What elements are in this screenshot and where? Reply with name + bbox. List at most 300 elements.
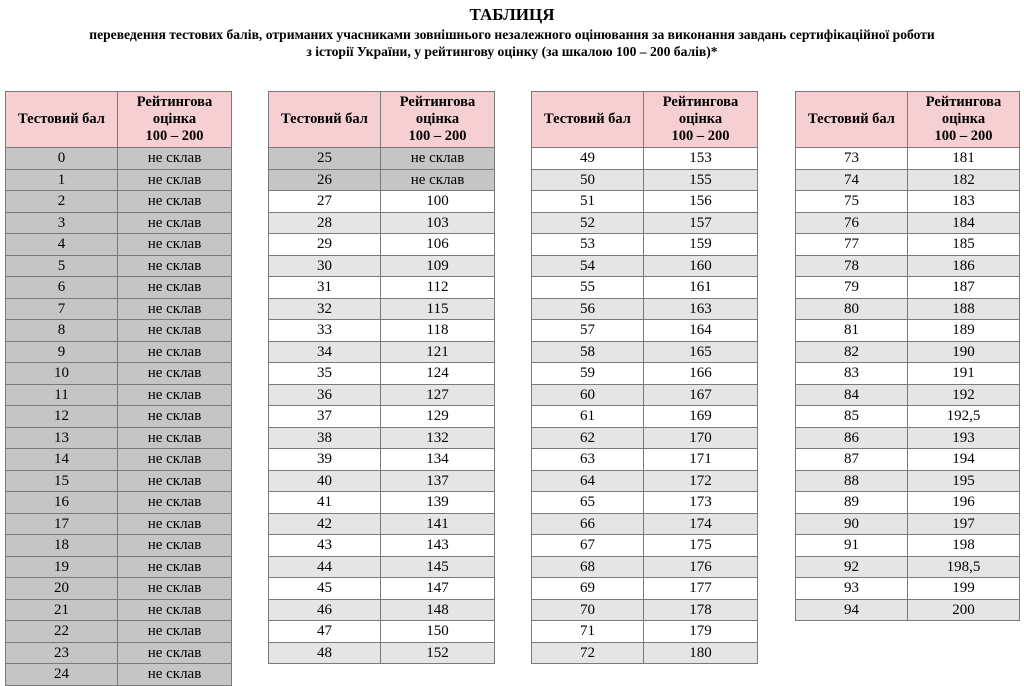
conversion-table-2 bbox=[268, 91, 495, 664]
rating-cell: не склав bbox=[118, 169, 232, 191]
rating-cell: 169 bbox=[644, 406, 758, 428]
test-score-cell: 59 bbox=[532, 363, 644, 385]
table-row bbox=[796, 363, 1020, 385]
rating-cell: 195 bbox=[908, 470, 1020, 492]
test-score-cell: 55 bbox=[532, 277, 644, 299]
test-score-cell: 87 bbox=[796, 449, 908, 471]
test-score-cell: 51 bbox=[532, 191, 644, 213]
test-score-cell: 48 bbox=[269, 642, 381, 664]
rating-cell: 127 bbox=[381, 384, 495, 406]
rating-cell: 165 bbox=[644, 341, 758, 363]
rating-cell: 175 bbox=[644, 535, 758, 557]
test-score-cell: 29 bbox=[269, 234, 381, 256]
test-score-cell: 89 bbox=[796, 492, 908, 514]
rating-cell: 166 bbox=[644, 363, 758, 385]
rating-cell: 191 bbox=[908, 363, 1020, 385]
test-score-cell: 90 bbox=[796, 513, 908, 535]
table-row bbox=[532, 513, 758, 535]
table-row bbox=[269, 642, 495, 664]
rating-cell: 194 bbox=[908, 449, 1020, 471]
rating-cell: не склав bbox=[118, 449, 232, 471]
rating-cell: 192,5 bbox=[908, 406, 1020, 428]
rating-cell: 171 bbox=[644, 449, 758, 471]
test-score-cell: 11 bbox=[6, 384, 118, 406]
test-score-cell: 60 bbox=[532, 384, 644, 406]
rating-cell: 157 bbox=[644, 212, 758, 234]
rating-cell: 134 bbox=[381, 449, 495, 471]
table-row bbox=[532, 535, 758, 557]
table-row bbox=[532, 363, 758, 385]
test-score-cell: 65 bbox=[532, 492, 644, 514]
table-row bbox=[6, 427, 232, 449]
rating-cell: 112 bbox=[381, 277, 495, 299]
table-header-row bbox=[6, 92, 232, 148]
table-row bbox=[269, 449, 495, 471]
table-row bbox=[6, 148, 232, 170]
rating-cell: 192 bbox=[908, 384, 1020, 406]
test-score-cell: 14 bbox=[6, 449, 118, 471]
rating-cell: 199 bbox=[908, 578, 1020, 600]
rating-cell: 189 bbox=[908, 320, 1020, 342]
test-score-cell: 27 bbox=[269, 191, 381, 213]
rating-cell: 172 bbox=[644, 470, 758, 492]
table-row bbox=[269, 556, 495, 578]
rating-cell: 184 bbox=[908, 212, 1020, 234]
test-score-cell: 49 bbox=[532, 148, 644, 170]
test-score-cell: 44 bbox=[269, 556, 381, 578]
rating-cell: 141 bbox=[381, 513, 495, 535]
rating-cell: 193 bbox=[908, 427, 1020, 449]
test-score-cell: 63 bbox=[532, 449, 644, 471]
rating-cell: 106 bbox=[381, 234, 495, 256]
rating-cell: не склав bbox=[118, 492, 232, 514]
rating-cell: 196 bbox=[908, 492, 1020, 514]
rating-cell: 173 bbox=[644, 492, 758, 514]
rating-cell: 137 bbox=[381, 470, 495, 492]
table-row bbox=[796, 406, 1020, 428]
rating-cell: 155 bbox=[644, 169, 758, 191]
test-score-cell: 54 bbox=[532, 255, 644, 277]
rating-cell: 109 bbox=[381, 255, 495, 277]
rating-cell: не склав bbox=[381, 169, 495, 191]
test-score-cell: 75 bbox=[796, 191, 908, 213]
rating-cell: 164 bbox=[644, 320, 758, 342]
test-score-cell: 12 bbox=[6, 406, 118, 428]
rating-cell: не склав bbox=[118, 535, 232, 557]
test-score-cell: 24 bbox=[6, 664, 118, 686]
table-row bbox=[796, 384, 1020, 406]
table-header-row bbox=[532, 92, 758, 148]
table-row bbox=[532, 148, 758, 170]
rating-cell: 170 bbox=[644, 427, 758, 449]
table-row bbox=[6, 664, 232, 686]
test-score-cell: 28 bbox=[269, 212, 381, 234]
test-score-cell: 68 bbox=[532, 556, 644, 578]
test-score-cell: 23 bbox=[6, 642, 118, 664]
table-row bbox=[6, 298, 232, 320]
rating-cell: 180 bbox=[644, 642, 758, 664]
test-score-cell: 8 bbox=[6, 320, 118, 342]
table-row bbox=[6, 363, 232, 385]
rating-cell: 152 bbox=[381, 642, 495, 664]
rating-cell: не склав bbox=[118, 406, 232, 428]
table-row bbox=[269, 621, 495, 643]
table-row bbox=[532, 556, 758, 578]
table-row bbox=[6, 191, 232, 213]
table-row bbox=[796, 191, 1020, 213]
page-subtitle bbox=[0, 26, 1024, 60]
rating-cell: 198,5 bbox=[908, 556, 1020, 578]
table-row bbox=[269, 255, 495, 277]
table-row bbox=[6, 234, 232, 256]
rating-cell: не склав bbox=[381, 148, 495, 170]
header-rating: Рейтингова оцінка 100 – 200 bbox=[644, 92, 758, 148]
rating-cell: 118 bbox=[381, 320, 495, 342]
conversion-table-4 bbox=[795, 91, 1020, 621]
test-score-cell: 91 bbox=[796, 535, 908, 557]
test-score-cell: 84 bbox=[796, 384, 908, 406]
table-header-row bbox=[796, 92, 1020, 148]
rating-cell: не склав bbox=[118, 148, 232, 170]
header-test-score: Тестовий бал bbox=[796, 92, 908, 148]
rating-cell: не склав bbox=[118, 255, 232, 277]
test-score-cell: 4 bbox=[6, 234, 118, 256]
test-score-cell: 74 bbox=[796, 169, 908, 191]
rating-cell: не склав bbox=[118, 341, 232, 363]
rating-cell: 148 bbox=[381, 599, 495, 621]
table-row bbox=[6, 406, 232, 428]
table-row bbox=[532, 191, 758, 213]
test-score-cell: 82 bbox=[796, 341, 908, 363]
rating-cell: 150 bbox=[381, 621, 495, 643]
table-row bbox=[6, 341, 232, 363]
rating-cell: 186 bbox=[908, 255, 1020, 277]
table-row bbox=[6, 513, 232, 535]
test-score-cell: 86 bbox=[796, 427, 908, 449]
test-score-cell: 88 bbox=[796, 470, 908, 492]
rating-cell: не склав bbox=[118, 363, 232, 385]
table-row bbox=[6, 212, 232, 234]
rating-cell: 147 bbox=[381, 578, 495, 600]
test-score-cell: 40 bbox=[269, 470, 381, 492]
test-score-cell: 64 bbox=[532, 470, 644, 492]
table-row bbox=[269, 578, 495, 600]
test-score-cell: 77 bbox=[796, 234, 908, 256]
table-row bbox=[6, 277, 232, 299]
table-row bbox=[6, 599, 232, 621]
rating-cell: 181 bbox=[908, 148, 1020, 170]
test-score-cell: 16 bbox=[6, 492, 118, 514]
test-score-cell: 13 bbox=[6, 427, 118, 449]
test-score-cell: 37 bbox=[269, 406, 381, 428]
table-row bbox=[532, 492, 758, 514]
table-row bbox=[532, 298, 758, 320]
test-score-cell: 47 bbox=[269, 621, 381, 643]
test-score-cell: 72 bbox=[532, 642, 644, 664]
rating-cell: 174 bbox=[644, 513, 758, 535]
subtitle-line-2: з історії України, у рейтингову оцінку (за шкалою 100 – 200 балів)* bbox=[306, 44, 718, 59]
table-row bbox=[532, 621, 758, 643]
header-rating: Рейтингова оцінка 100 – 200 bbox=[118, 92, 232, 148]
rating-cell: 188 bbox=[908, 298, 1020, 320]
rating-cell: 197 bbox=[908, 513, 1020, 535]
table-row bbox=[269, 341, 495, 363]
table-row bbox=[796, 341, 1020, 363]
test-score-cell: 92 bbox=[796, 556, 908, 578]
test-score-cell: 69 bbox=[532, 578, 644, 600]
test-score-cell: 50 bbox=[532, 169, 644, 191]
table-row bbox=[796, 427, 1020, 449]
table-row bbox=[6, 255, 232, 277]
table-row bbox=[269, 277, 495, 299]
rating-cell: 177 bbox=[644, 578, 758, 600]
table-row bbox=[269, 148, 495, 170]
test-score-cell: 35 bbox=[269, 363, 381, 385]
table-row bbox=[532, 234, 758, 256]
test-score-cell: 94 bbox=[796, 599, 908, 621]
test-score-cell: 41 bbox=[269, 492, 381, 514]
test-score-cell: 79 bbox=[796, 277, 908, 299]
table-row bbox=[6, 169, 232, 191]
table-row bbox=[532, 449, 758, 471]
rating-cell: 132 bbox=[381, 427, 495, 449]
test-score-cell: 9 bbox=[6, 341, 118, 363]
table-row bbox=[269, 212, 495, 234]
test-score-cell: 2 bbox=[6, 191, 118, 213]
test-score-cell: 25 bbox=[269, 148, 381, 170]
subtitle-line-1: переведення тестових балів, отриманих учасниками зовнішнього незалежного оцінювання за виконання завдань сертифікаційної роботи bbox=[89, 27, 935, 42]
table-row bbox=[532, 642, 758, 664]
rating-cell: 145 bbox=[381, 556, 495, 578]
test-score-cell: 34 bbox=[269, 341, 381, 363]
rating-cell: не склав bbox=[118, 642, 232, 664]
table-row bbox=[6, 642, 232, 664]
table-row bbox=[796, 234, 1020, 256]
test-score-cell: 36 bbox=[269, 384, 381, 406]
test-score-cell: 1 bbox=[6, 169, 118, 191]
rating-cell: не склав bbox=[118, 621, 232, 643]
rating-cell: не склав bbox=[118, 191, 232, 213]
table-row bbox=[796, 492, 1020, 514]
page-title: ТАБЛИЦЯ bbox=[469, 5, 555, 24]
test-score-cell: 52 bbox=[532, 212, 644, 234]
rating-cell: 139 bbox=[381, 492, 495, 514]
table-row bbox=[269, 470, 495, 492]
test-score-cell: 80 bbox=[796, 298, 908, 320]
rating-cell: 129 bbox=[381, 406, 495, 428]
table-row bbox=[532, 341, 758, 363]
table-row bbox=[796, 298, 1020, 320]
table-row bbox=[269, 599, 495, 621]
table-row bbox=[269, 320, 495, 342]
test-score-cell: 6 bbox=[6, 277, 118, 299]
table-row bbox=[269, 169, 495, 191]
rating-cell: не склав bbox=[118, 212, 232, 234]
rating-cell: не склав bbox=[118, 470, 232, 492]
test-score-cell: 67 bbox=[532, 535, 644, 557]
rating-cell: 103 bbox=[381, 212, 495, 234]
table-row bbox=[269, 492, 495, 514]
test-score-cell: 22 bbox=[6, 621, 118, 643]
table-row bbox=[6, 535, 232, 557]
table-row bbox=[269, 513, 495, 535]
rating-cell: 182 bbox=[908, 169, 1020, 191]
rating-cell: 161 bbox=[644, 277, 758, 299]
test-score-cell: 73 bbox=[796, 148, 908, 170]
test-score-cell: 5 bbox=[6, 255, 118, 277]
rating-cell: 153 bbox=[644, 148, 758, 170]
test-score-cell: 42 bbox=[269, 513, 381, 535]
test-score-cell: 18 bbox=[6, 535, 118, 557]
rating-cell: не склав bbox=[118, 298, 232, 320]
table-row bbox=[6, 621, 232, 643]
table-row bbox=[269, 384, 495, 406]
rating-cell: 156 bbox=[644, 191, 758, 213]
rating-cell: 179 bbox=[644, 621, 758, 643]
test-score-cell: 30 bbox=[269, 255, 381, 277]
header-test-score: Тестовий бал bbox=[532, 92, 644, 148]
rating-cell: не склав bbox=[118, 664, 232, 686]
test-score-cell: 45 bbox=[269, 578, 381, 600]
rating-cell: не склав bbox=[118, 427, 232, 449]
test-score-cell: 71 bbox=[532, 621, 644, 643]
test-score-cell: 46 bbox=[269, 599, 381, 621]
table-row bbox=[532, 384, 758, 406]
rating-cell: не склав bbox=[118, 384, 232, 406]
test-score-cell: 17 bbox=[6, 513, 118, 535]
rating-cell: 198 bbox=[908, 535, 1020, 557]
test-score-cell: 20 bbox=[6, 578, 118, 600]
table-row bbox=[796, 599, 1020, 621]
test-score-cell: 38 bbox=[269, 427, 381, 449]
rating-cell: 190 bbox=[908, 341, 1020, 363]
test-score-cell: 53 bbox=[532, 234, 644, 256]
test-score-cell: 61 bbox=[532, 406, 644, 428]
test-score-cell: 26 bbox=[269, 169, 381, 191]
rating-cell: 187 bbox=[908, 277, 1020, 299]
table-row bbox=[6, 492, 232, 514]
rating-cell: не склав bbox=[118, 556, 232, 578]
rating-cell: 143 bbox=[381, 535, 495, 557]
table-row bbox=[532, 406, 758, 428]
test-score-cell: 56 bbox=[532, 298, 644, 320]
test-score-cell: 31 bbox=[269, 277, 381, 299]
table-row bbox=[532, 212, 758, 234]
test-score-cell: 10 bbox=[6, 363, 118, 385]
test-score-cell: 3 bbox=[6, 212, 118, 234]
rating-cell: не склав bbox=[118, 320, 232, 342]
test-score-cell: 62 bbox=[532, 427, 644, 449]
test-score-cell: 83 bbox=[796, 363, 908, 385]
rating-cell: 100 bbox=[381, 191, 495, 213]
rating-cell: 115 bbox=[381, 298, 495, 320]
table-row bbox=[532, 255, 758, 277]
rating-cell: 167 bbox=[644, 384, 758, 406]
rating-cell: 163 bbox=[644, 298, 758, 320]
rating-cell: не склав bbox=[118, 513, 232, 535]
table-row bbox=[796, 277, 1020, 299]
table-row bbox=[796, 535, 1020, 557]
table-row bbox=[6, 556, 232, 578]
test-score-cell: 93 bbox=[796, 578, 908, 600]
table-row bbox=[269, 427, 495, 449]
table-row bbox=[796, 513, 1020, 535]
rating-cell: не склав bbox=[118, 578, 232, 600]
test-score-cell: 81 bbox=[796, 320, 908, 342]
rating-cell: 185 bbox=[908, 234, 1020, 256]
table-row bbox=[796, 148, 1020, 170]
table-row bbox=[532, 427, 758, 449]
rating-cell: не склав bbox=[118, 599, 232, 621]
table-row bbox=[796, 578, 1020, 600]
test-score-cell: 66 bbox=[532, 513, 644, 535]
table-row bbox=[796, 212, 1020, 234]
rating-cell: не склав bbox=[118, 234, 232, 256]
rating-cell: 160 bbox=[644, 255, 758, 277]
rating-cell: 159 bbox=[644, 234, 758, 256]
rating-cell: 178 bbox=[644, 599, 758, 621]
table-row bbox=[269, 363, 495, 385]
test-score-cell: 21 bbox=[6, 599, 118, 621]
table-row bbox=[269, 298, 495, 320]
table-row bbox=[6, 384, 232, 406]
table-row bbox=[532, 320, 758, 342]
header-rating: Рейтингова оцінка 100 – 200 bbox=[381, 92, 495, 148]
test-score-cell: 15 bbox=[6, 470, 118, 492]
table-row bbox=[796, 470, 1020, 492]
conversion-table-1 bbox=[5, 91, 232, 686]
table-row bbox=[796, 449, 1020, 471]
test-score-cell: 78 bbox=[796, 255, 908, 277]
rating-cell: 124 bbox=[381, 363, 495, 385]
table-row bbox=[6, 449, 232, 471]
table-row bbox=[532, 169, 758, 191]
test-score-cell: 76 bbox=[796, 212, 908, 234]
table-row bbox=[6, 320, 232, 342]
table-row bbox=[532, 599, 758, 621]
table-row bbox=[6, 578, 232, 600]
rating-cell: 200 bbox=[908, 599, 1020, 621]
rating-cell: не склав bbox=[118, 277, 232, 299]
table-row bbox=[796, 320, 1020, 342]
table-header-row bbox=[269, 92, 495, 148]
test-score-cell: 19 bbox=[6, 556, 118, 578]
table-row bbox=[6, 470, 232, 492]
rating-cell: 121 bbox=[381, 341, 495, 363]
test-score-cell: 43 bbox=[269, 535, 381, 557]
test-score-cell: 70 bbox=[532, 599, 644, 621]
table-row bbox=[269, 406, 495, 428]
table-row bbox=[796, 556, 1020, 578]
table-row bbox=[796, 255, 1020, 277]
rating-cell: 176 bbox=[644, 556, 758, 578]
test-score-cell: 32 bbox=[269, 298, 381, 320]
test-score-cell: 57 bbox=[532, 320, 644, 342]
conversion-table-3 bbox=[531, 91, 758, 664]
test-score-cell: 85 bbox=[796, 406, 908, 428]
table-row bbox=[269, 535, 495, 557]
test-score-cell: 39 bbox=[269, 449, 381, 471]
test-score-cell: 33 bbox=[269, 320, 381, 342]
test-score-cell: 0 bbox=[6, 148, 118, 170]
table-row bbox=[796, 169, 1020, 191]
rating-cell: 183 bbox=[908, 191, 1020, 213]
test-score-cell: 7 bbox=[6, 298, 118, 320]
header-test-score: Тестовий бал bbox=[6, 92, 118, 148]
header-rating: Рейтингова оцінка 100 – 200 bbox=[908, 92, 1020, 148]
table-row bbox=[532, 470, 758, 492]
table-row bbox=[269, 234, 495, 256]
